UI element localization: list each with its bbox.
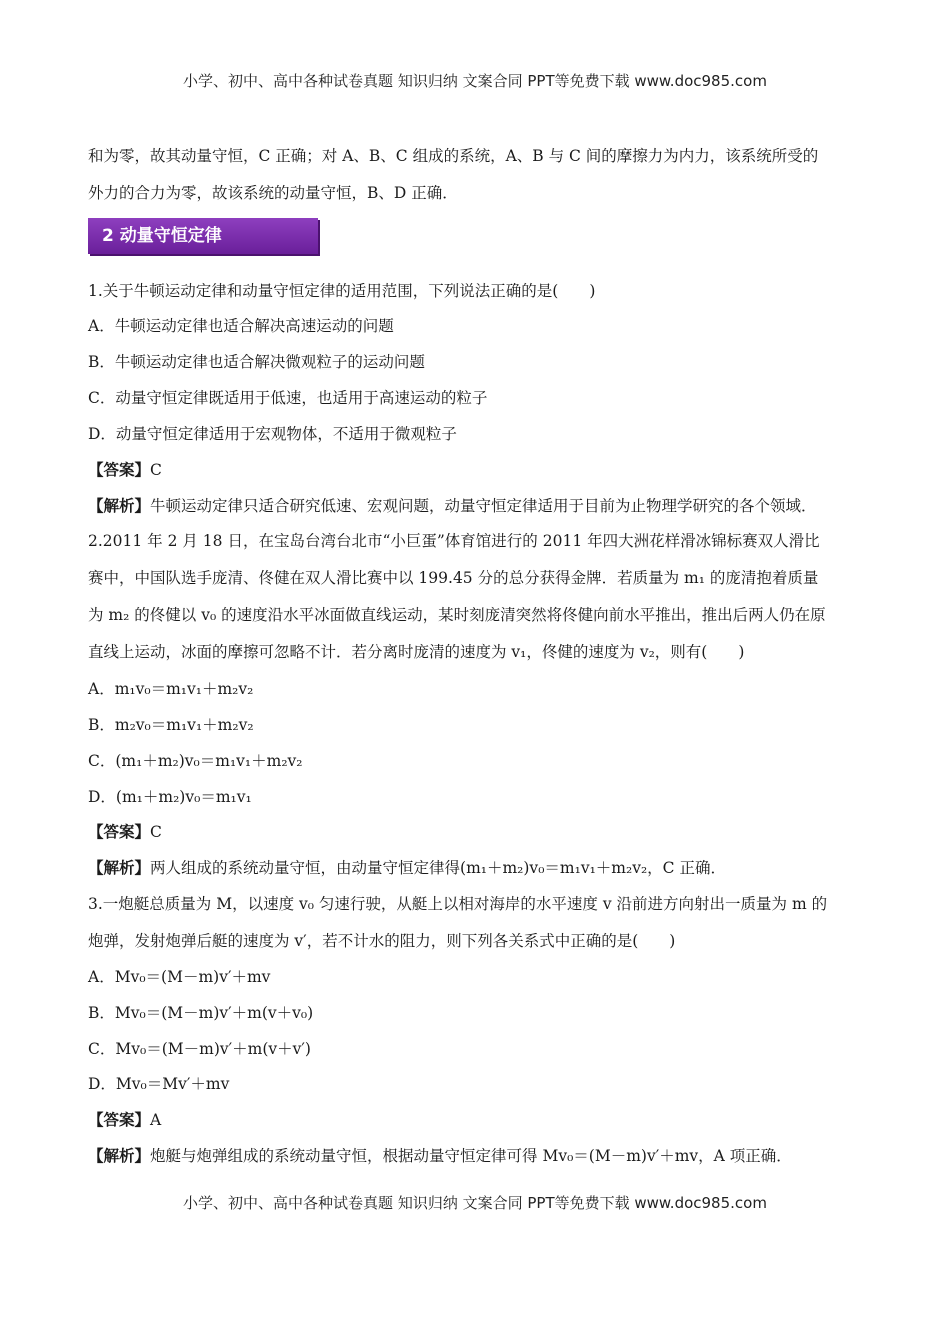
q2-stem-line-2: 赛中，中国队选手庞清、佟健在双人滑比赛中以 199.45 分的总分获得金牌．若质量为 m₁ 的庞清抱着质量 (88, 569, 819, 587)
page-footer: 小学、初中、高中各种试卷真题 知识归纳 文案合同 PPT等免费下载 www.doc985.com (183, 1194, 767, 1212)
q2-option-a: A．m₁v₀＝m₁v₁＋m₂v₂ (88, 680, 254, 698)
answer-tag: 【答案】 (88, 822, 151, 841)
q3-stem-line-1: 3.一炮艇总质量为 M，以速度 v₀ 匀速行驶，从艇上以相对海岸的水平速度 v 沿前进方向射出一质量为 m 的 (88, 895, 828, 913)
q2-stem-line-4: 直线上运动，冰面的摩擦可忽略不计．若分离时庞清的速度为 v₁，佟健的速度为 v₂，则有( ) (88, 643, 745, 661)
section-title-banner: 2 动量守恒定律 (88, 218, 318, 254)
q3-option-c: C．Mv₀＝(M－m)v′＋m(v＋v′) (88, 1040, 311, 1058)
analysis-text: 两人组成的系统动量守恒，由动量守恒定律得(m₁＋m₂)v₀＝m₁v₁＋m₂v₂，C 正确． (150, 859, 726, 877)
analysis-tag: 【解析】 (88, 496, 151, 515)
q3-analysis (88, 1145, 870, 1167)
q1-option-c: C．动量守恒定律既适用于低速，也适用于高速运动的粒子 (88, 389, 488, 407)
q3-stem-line-2: 炮弹，发射炮弹后艇的速度为 v′，若不计水的阻力，则下列各关系式中正确的是( ) (88, 932, 676, 950)
q1-option-b: B．牛顿运动定律也适合解决微观粒子的运动问题 (88, 353, 425, 371)
q3-option-d: D．Mv₀＝Mv′＋mv (88, 1075, 230, 1093)
q2-stem-line-1: 2.2011 年 2 月 18 日，在宝岛台湾台北市“小巨蛋”体育馆进行的 2011 年四大洲花样滑冰锦标赛双人滑比 (88, 532, 820, 550)
page-header: 小学、初中、高中各种试卷真题 知识归纳 文案合同 PPT等免费下载 www.doc985.com (183, 72, 767, 90)
q3-option-b: B．Mv₀＝(M－m)v′＋m(v＋v₀) (88, 1004, 314, 1022)
answer-value: C (150, 461, 162, 479)
analysis-text: 炮艇与炮弹组成的系统动量守恒，根据动量守恒定律可得 Mv₀＝(M－m)v′＋mv，A 项正确． (150, 1147, 792, 1165)
intro-line-1: 和为零，故其动量守恒，C 正确；对 A、B、C 组成的系统，A、B 与 C 间的摩擦力为内力，该系统所受的 (88, 147, 819, 165)
q2-option-c: C．(m₁＋m₂)v₀＝m₁v₁＋m₂v₂ (88, 752, 303, 770)
answer-value: A (150, 1111, 162, 1129)
q2-analysis (88, 857, 870, 879)
q2-option-b: B．m₂v₀＝m₁v₁＋m₂v₂ (88, 716, 254, 734)
q2-stem-line-3: 为 m₂ 的佟健以 v₀ 的速度沿水平冰面做直线运动，某时刻庞清突然将佟健向前水平推出，推出后两人仍在原 (88, 606, 826, 624)
q3-option-a: A．Mv₀＝(M－m)v′＋mv (88, 968, 271, 986)
q1-option-a: A．牛顿运动定律也适合解决高速运动的问题 (88, 317, 394, 335)
q1-answer (88, 459, 870, 481)
answer-value: C (150, 823, 162, 841)
q1-option-d: D．动量守恒定律适用于宏观物体，不适用于微观粒子 (88, 425, 457, 443)
intro-line-2: 外力的合力为零，故该系统的动量守恒，B、D 正确． (88, 184, 458, 202)
analysis-tag: 【解析】 (88, 1146, 151, 1165)
analysis-tag: 【解析】 (88, 858, 151, 877)
analysis-text: 牛顿运动定律只适合研究低速、宏观问题，动量守恒定律适用于目前为止物理学研究的各个领域． (150, 497, 817, 515)
q3-answer (88, 1109, 870, 1131)
answer-tag: 【答案】 (88, 460, 151, 479)
q2-option-d: D．(m₁＋m₂)v₀＝m₁v₁ (88, 788, 252, 806)
answer-tag: 【答案】 (88, 1110, 151, 1129)
q1-analysis (88, 495, 870, 517)
q2-answer (88, 821, 870, 843)
q1-stem: 1.关于牛顿运动定律和动量守恒定律的适用范围，下列说法正确的是( ) (88, 282, 596, 300)
